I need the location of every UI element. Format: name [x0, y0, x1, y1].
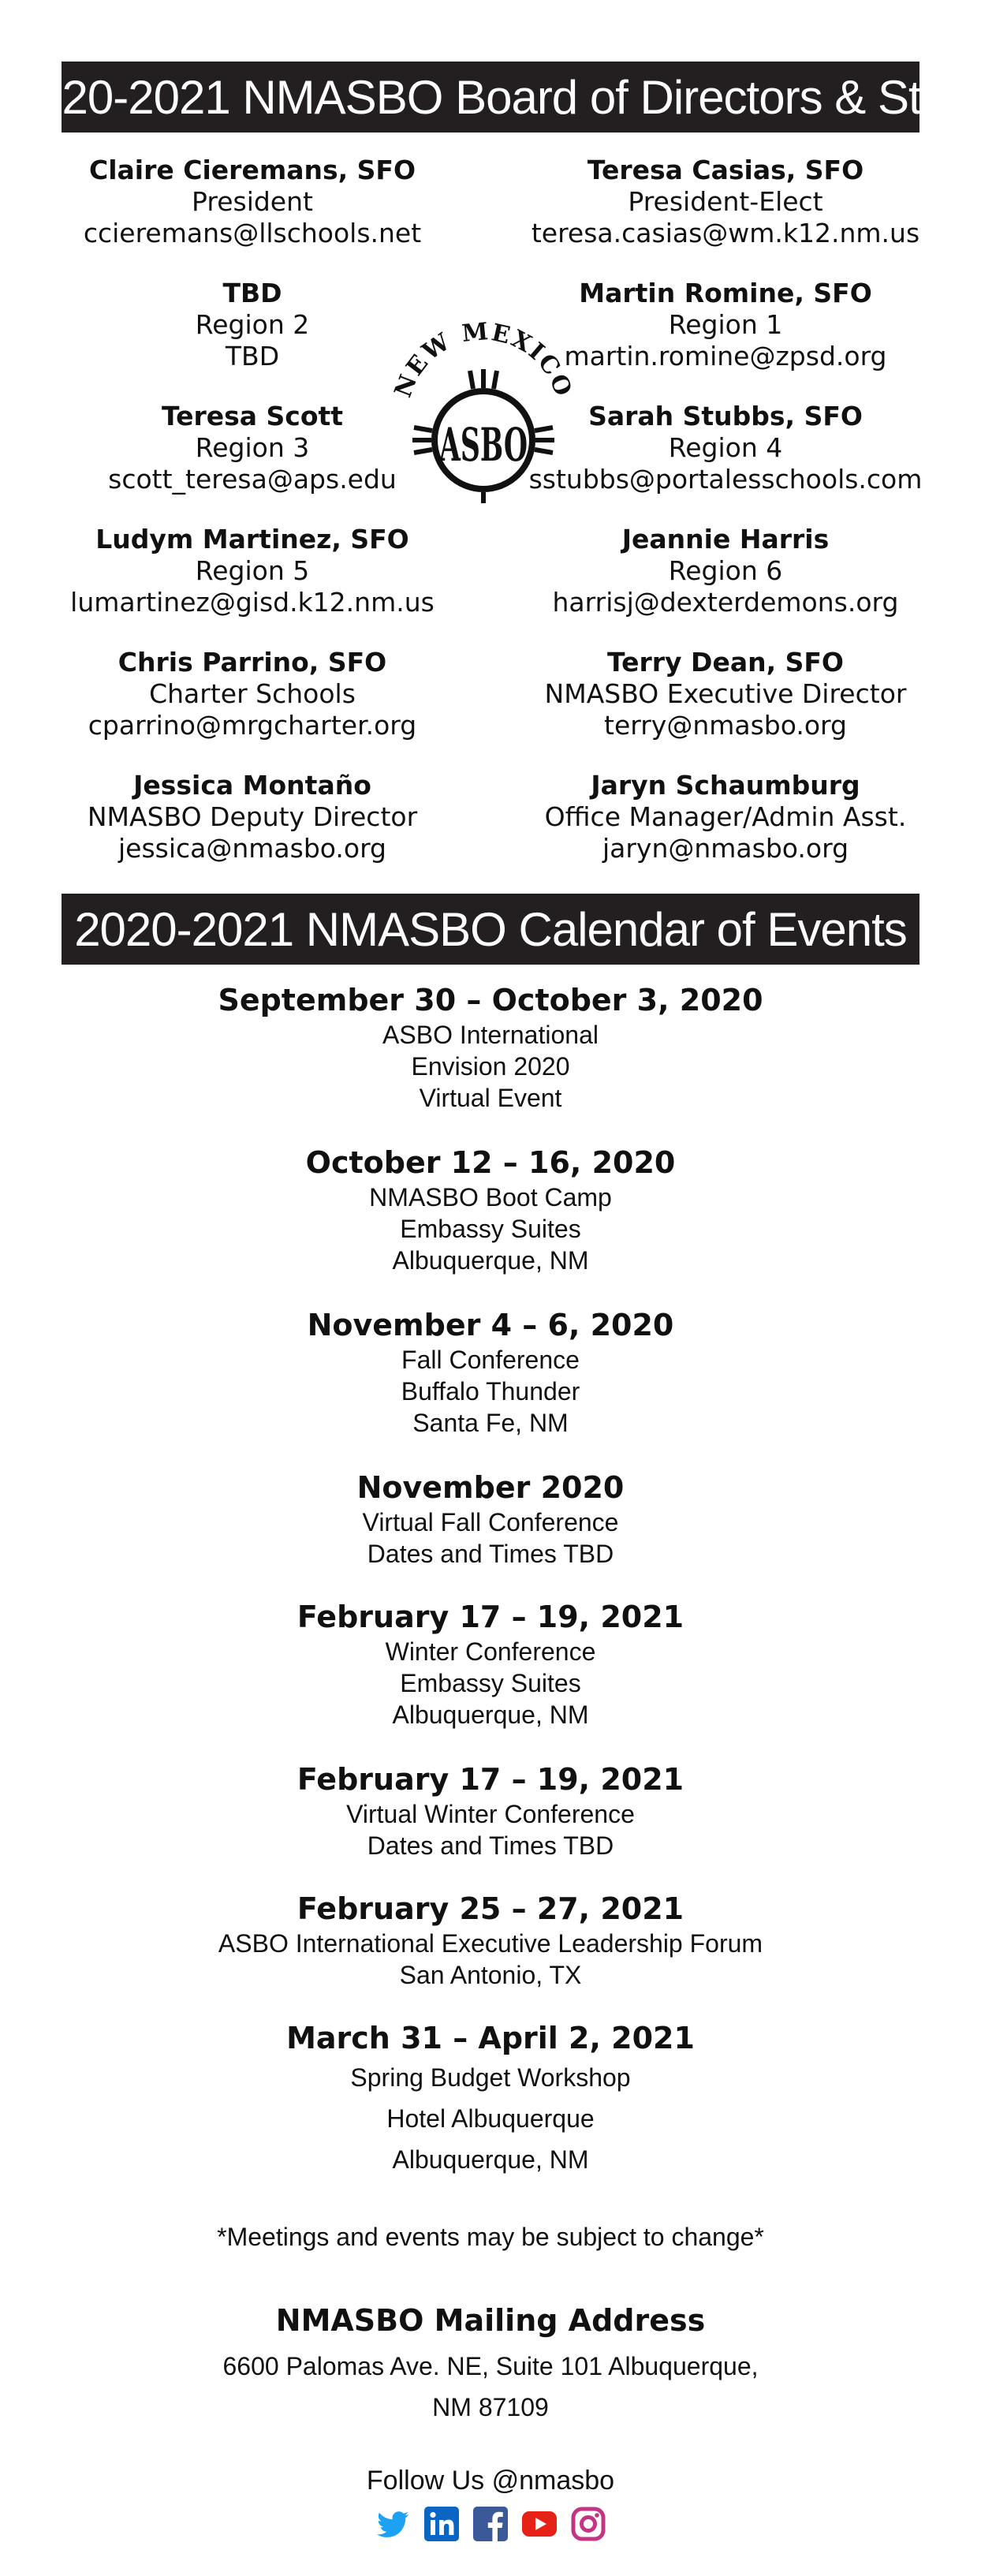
mailing-title: NMASBO Mailing Address: [275, 2303, 706, 2338]
member-name: TBD: [222, 278, 282, 308]
member-name: Terry Dean, SFO: [607, 647, 844, 678]
member-email[interactable]: jaryn@nmasbo.org: [602, 833, 849, 864]
calendar-banner: [62, 894, 919, 965]
member-name: Claire Cieremans, SFO: [89, 155, 416, 185]
event-detail: Embassy Suites: [400, 1669, 581, 1697]
board-member: [505, 770, 946, 864]
event-detail: Virtual Event: [419, 1084, 562, 1112]
event-date: February 25 – 27, 2021: [297, 1891, 684, 1926]
member-email[interactable]: sstubbs@portalesschools.com: [528, 464, 923, 495]
event-detail: Winter Conference: [385, 1637, 596, 1666]
logo-letters: ASBO: [438, 418, 528, 472]
member-email[interactable]: terry@nmasbo.org: [604, 710, 847, 741]
board-member: [32, 770, 473, 864]
event-date: November 4 – 6, 2020: [307, 1308, 674, 1342]
board-member: [32, 647, 473, 741]
board-title: 2020-2021 NMASBO Board of Directors & Staff: [10, 70, 971, 124]
member-email[interactable]: scott_teresa@aps.edu: [108, 464, 397, 495]
member-role: President-Elect: [628, 186, 823, 217]
event-detail: Envision 2020: [411, 1052, 570, 1081]
mailing-address-line1: 6600 Palomas Ave. NE, Suite 101 Albuquerque,: [222, 2352, 759, 2380]
member-role: Region 4: [668, 432, 783, 463]
event-date: November 2020: [356, 1470, 625, 1505]
board-banner: [10, 62, 971, 133]
board-member: [505, 155, 946, 249]
member-email[interactable]: lumartinez@gisd.k12.nm.us: [70, 587, 435, 618]
event-detail: NMASBO Boot Camp: [369, 1183, 612, 1211]
member-name: Teresa Casias, SFO: [587, 155, 864, 185]
member-role: President: [192, 186, 313, 217]
member-email[interactable]: harrisj@dexterdemons.org: [552, 587, 899, 618]
member-name: Jessica Montaño: [133, 770, 371, 801]
calendar-event: [0, 1144, 981, 1276]
member-role: Charter Schools: [149, 678, 356, 709]
member-role: Region 2: [195, 309, 310, 340]
event-detail: San Antonio, TX: [399, 1961, 582, 1989]
linkedin-icon[interactable]: [423, 2505, 461, 2543]
board-member: [505, 647, 946, 741]
member-role: NMASBO Deputy Director: [87, 801, 418, 832]
member-name: Teresa Scott: [161, 401, 344, 431]
member-name: Chris Parrino, SFO: [117, 647, 387, 678]
member-name: Jeannie Harris: [621, 524, 830, 554]
event-detail: Albuquerque, NM: [392, 2145, 589, 2174]
event-detail: Buffalo Thunder: [401, 1377, 580, 1406]
event-date: March 31 – April 2, 2021: [286, 2021, 695, 2055]
member-email[interactable]: teresa.casias@wm.k12.nm.us: [531, 218, 920, 248]
member-email[interactable]: martin.romine@zpsd.org: [564, 341, 887, 371]
event-detail: Dates and Times TBD: [367, 1540, 614, 1568]
calendar-title: 2020-2021 NMASBO Calendar of Events: [74, 902, 907, 956]
member-role: Region 5: [195, 555, 310, 586]
twitter-icon[interactable]: [374, 2505, 412, 2543]
schedule-disclaimer: *Meetings and events may be subject to change*: [217, 2223, 764, 2251]
facebook-icon[interactable]: [472, 2505, 509, 2543]
event-detail: Dates and Times TBD: [367, 1831, 614, 1860]
logo-arc-text: NEW MEXICO: [389, 322, 578, 401]
event-detail: Albuquerque, NM: [392, 1701, 589, 1729]
calendar-event: [0, 1760, 981, 1861]
board-member: [32, 155, 473, 249]
event-detail: ASBO International: [382, 1021, 599, 1049]
member-name: Sarah Stubbs, SFO: [588, 401, 863, 431]
board-member: [32, 524, 473, 618]
member-email[interactable]: cparrino@mrgcharter.org: [88, 710, 417, 741]
event-detail: Hotel Albuquerque: [386, 2104, 595, 2133]
member-name: Ludym Martinez, SFO: [95, 524, 409, 554]
member-email[interactable]: ccieremans@llschools.net: [83, 218, 422, 248]
member-name: Martin Romine, SFO: [579, 278, 872, 308]
member-role: NMASBO Executive Director: [544, 678, 907, 709]
calendar-event: [0, 2019, 981, 2180]
member-role: Region 6: [668, 555, 783, 586]
event-detail: Albuquerque, NM: [392, 1246, 589, 1275]
calendar-event: [0, 1890, 981, 1991]
board-member: [505, 524, 946, 618]
event-date: October 12 – 16, 2020: [305, 1145, 676, 1180]
follow-handle[interactable]: Follow Us @nmasbo: [366, 2466, 615, 2496]
event-detail: ASBO International Executive Leadership Forum: [218, 1929, 763, 1958]
member-role: Office Manager/Admin Asst.: [544, 801, 907, 832]
social-icons: [0, 2505, 981, 2543]
calendar-event: [0, 1598, 981, 1730]
member-email: TBD: [225, 341, 280, 371]
event-date: September 30 – October 3, 2020: [218, 983, 763, 1017]
event-detail: Santa Fe, NM: [412, 1409, 569, 1437]
mailing-address-line2: NM 87109: [432, 2393, 549, 2421]
member-email[interactable]: jessica@nmasbo.org: [117, 833, 387, 864]
event-detail: Virtual Winter Conference: [346, 1800, 635, 1828]
calendar-event: [0, 1469, 981, 1570]
member-role: Region 3: [195, 432, 310, 463]
calendar-event: [0, 981, 981, 1114]
event-detail: Embassy Suites: [400, 1215, 581, 1243]
nmasbo-logo: [377, 322, 590, 503]
event-detail: Virtual Fall Conference: [362, 1508, 619, 1536]
member-role: Region 1: [668, 309, 783, 340]
instagram-icon[interactable]: [569, 2505, 607, 2543]
member-name: Jaryn Schaumburg: [591, 770, 860, 801]
event-detail: Fall Conference: [401, 1346, 580, 1374]
youtube-icon[interactable]: [520, 2505, 558, 2543]
event-date: February 17 – 19, 2021: [297, 1762, 684, 1797]
event-detail: Spring Budget Workshop: [350, 2063, 631, 2092]
event-date: February 17 – 19, 2021: [297, 1600, 684, 1634]
calendar-event: [0, 1306, 981, 1439]
